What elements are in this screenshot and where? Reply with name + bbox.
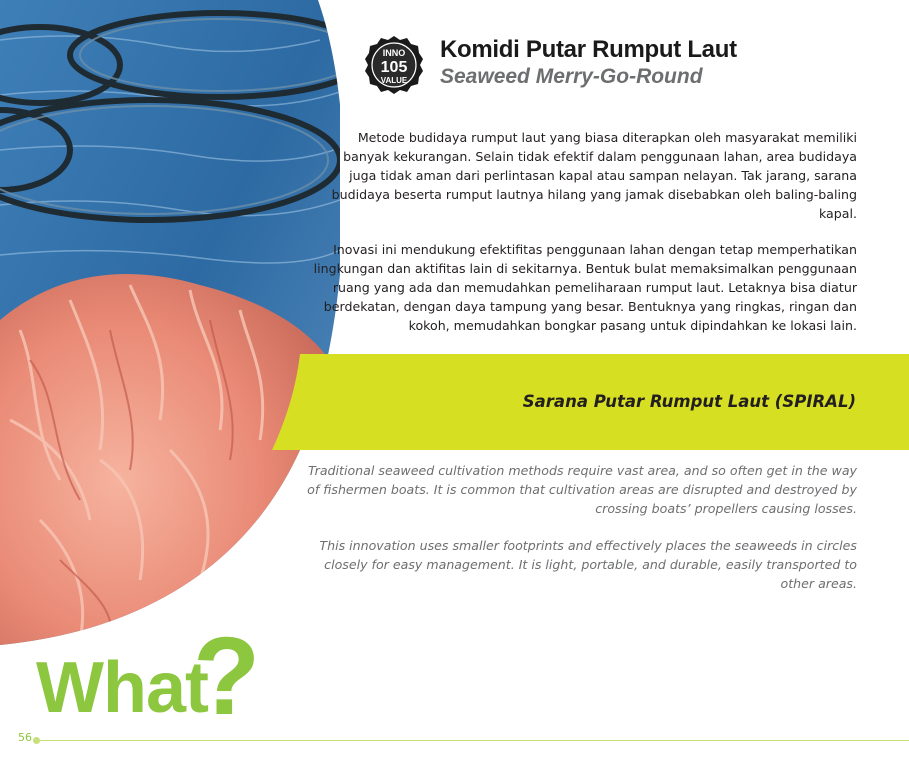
seaweed-farm-photo <box>0 0 340 650</box>
body-paragraph-id-1: Metode budidaya rumput laut yang biasa diterapkan oleh masyarakat memiliki banyak kekurangan. Selain tidak efektif dalam penggunaan lahan, area budidaya juga tidak aman dari perlintasan kapal atau sampan nelayan. Tak jarang, sarana budidaya beserta rumput lautnya hilang yang jamak disebabkan oleh baling-baling kapal. <box>331 130 857 221</box>
inno-value-badge-icon <box>364 35 424 95</box>
page-title: Komidi Putar Rumput Laut <box>440 36 737 63</box>
badge-line-1: INNO <box>382 48 406 58</box>
badge-line-2: 105 <box>380 59 408 76</box>
section-word-what: What <box>36 648 208 728</box>
page-number: 56 <box>18 731 32 744</box>
question-mark-icon: ? <box>193 615 261 738</box>
title-block <box>440 36 737 90</box>
body-paragraph-en-2: This innovation uses smaller footprints and effectively places the seaweeds in circles closely for easy management. It is light, portable, and durable, easily transported to other areas. <box>319 538 857 591</box>
banner-label: Sarana Putar Rumput Laut (SPIRAL) <box>522 392 856 411</box>
body-paragraph-id-2: Inovasi ini mendukung efektifitas penggunaan lahan dengan tetap memperhatikan lingkungan dan aktifitas lain di sekitarnya. Bentuk bulat memaksimalkan penggunaan ruang yang ada dan memudahkan pemeliharaan rumput laut. Letaknya bisa diatur berdekatan, dengan daya tampung yang besar. Bentuknya yang ringkas, ringan dan kokoh, memudahkan bongkar pasang untuk dipindahkan ke lokasi lain. <box>313 242 857 333</box>
page-subtitle: Seaweed Merry-Go-Round <box>440 65 703 88</box>
badge-line-3: VALUE <box>380 76 408 85</box>
footer-rule <box>36 740 909 741</box>
body-paragraph-en-1: Traditional seaweed cultivation methods require vast area, and so often get in the way of fishermen boats. It is common that cultivation areas are disrupted and destroyed by crossing boats’ propellers causing losses. <box>307 463 857 516</box>
